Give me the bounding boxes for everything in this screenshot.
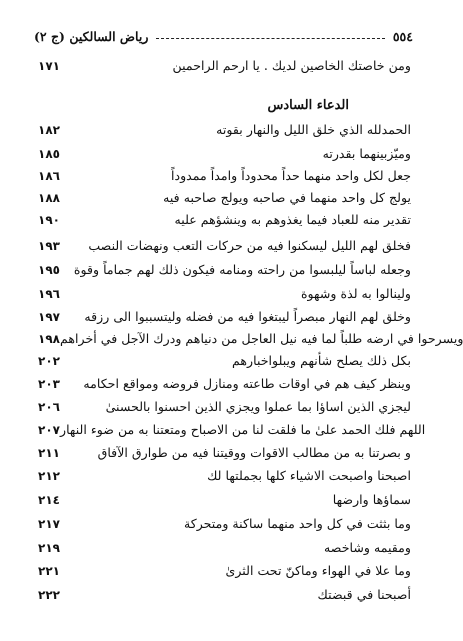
index-line [38, 563, 411, 578]
index-line [38, 540, 411, 555]
line-text: ويسرحوا في ارضه طلباً لما فيه نيل العاجل من دنياهم ودرك الآجل في أخراهم [59, 331, 463, 346]
line-number: ١٨٢ [38, 123, 60, 137]
index-line [38, 58, 411, 73]
index-line [38, 238, 411, 253]
line-text: جعل لكل واحد منهما حداً محدوداً وامداً ممدوداً [170, 168, 411, 183]
line-text: وما علا في الهواء وماكنّ تحت الثرىٰ [225, 563, 411, 578]
line-text: تقدير منه للعباد فيما يغذوهم به وينشؤهم عليه [174, 212, 411, 227]
line-number: ١٩٧ [38, 310, 60, 324]
header-rule [156, 38, 384, 39]
index-line [38, 353, 411, 368]
page-number: ٥٥٤ [392, 28, 413, 44]
line-number: ٢١١ [38, 446, 60, 460]
line-text: بكل ذلك يصلح شأنهم ويبلواخبارهم [232, 353, 411, 368]
line-text: سماؤها وارضها [332, 492, 411, 507]
line-number: ٢٢١ [38, 564, 60, 578]
index-line [38, 212, 411, 227]
index-line [38, 376, 411, 391]
line-text: ليجزي الذين اساؤا بما عملوا ويجزي الذين احسنوا بالحسنىٰ [105, 399, 411, 414]
line-number: ١٩٥ [38, 263, 60, 277]
line-text: وجعله لباساً ليلبسوا من راحته ومنامه فيكون ذلك لهم جماماً وقوة [73, 262, 411, 277]
index-line [38, 399, 411, 414]
index-line [38, 262, 411, 277]
line-number: ١٩٦ [38, 287, 60, 301]
line-number: ٢١٤ [38, 493, 60, 507]
index-line [38, 146, 411, 161]
line-number: ١٩٠ [38, 213, 60, 227]
line-number: ١٧١ [38, 59, 60, 73]
line-number: ١٨٨ [38, 191, 60, 205]
line-text: وينظر كيف هم في اوقات طاعته ومنازل فروضه ومواقع احكامه [83, 376, 411, 391]
line-number: ٢١٢ [38, 469, 60, 483]
line-number: ٢١٩ [38, 541, 60, 555]
line-number: ١٩٣ [38, 239, 60, 253]
line-text: ومقيمه وشاخصه [324, 540, 411, 555]
line-number: ١٩٨ [38, 332, 60, 346]
index-line [38, 331, 463, 346]
line-text: ولينالوا به لذة وشهوة [300, 286, 411, 301]
book-title: رياض السالكين (ج ٢) [34, 28, 149, 44]
line-text: فخلق لهم الليل ليسكنوا فيه من حركات التعب ونهضات النصب [88, 238, 411, 253]
line-text: اصبحنا واصبحت الاشياء كلها بجملتها لك [207, 468, 411, 483]
line-text: وميّزبينهما بقدرته [322, 146, 411, 161]
index-line [38, 422, 426, 437]
section-heading: الدعاء السادس [267, 98, 349, 113]
line-text: الحمدلله الذي خلق الليل والنهار بقوته [216, 122, 411, 137]
index-line [38, 168, 411, 183]
line-number: ٢٠٣ [38, 377, 60, 391]
line-number: ٢٢٢ [38, 588, 60, 602]
index-line [38, 309, 411, 324]
line-text: و بصرتنا به من مطالب الاقوات ووقيتنا فيه من طوارق الآفاق [97, 445, 411, 460]
index-line [38, 516, 411, 531]
line-text: يولج كل واحد منهما في صاحبه ويولج صاحبه فيه [163, 190, 411, 205]
index-line [38, 587, 411, 602]
line-number: ٢١٧ [38, 517, 60, 531]
line-number: ٢٠٢ [38, 354, 60, 368]
index-line [38, 286, 411, 301]
index-line [38, 190, 411, 205]
line-text: وخلق لهم النهار مبصراً ليبتغوا فيه من فضله وليتسببوا الى رزقه [84, 309, 411, 324]
line-text: ومن خاصتك الخاصين لديك . يا ارحم الراحمين [172, 58, 411, 73]
index-line [38, 445, 411, 460]
line-number: ١٨٦ [38, 169, 60, 183]
index-line [38, 122, 411, 137]
line-number: ١٨٥ [38, 147, 60, 161]
line-text: أصبحنا في قبضتك [317, 587, 411, 602]
line-number: ٢٠٧ [38, 423, 60, 437]
line-text: اللهم فلك الحمد علىٰ ما فلقت لنا من الاصباح ومتعتنا به من ضوء النهار [59, 422, 426, 437]
line-text: وما بثثت في كل واحد منهما ساكنة ومتحركة [183, 516, 411, 531]
index-line [38, 492, 411, 507]
line-number: ٢٠٦ [38, 400, 60, 414]
index-line [38, 468, 411, 483]
running-header [34, 26, 413, 46]
